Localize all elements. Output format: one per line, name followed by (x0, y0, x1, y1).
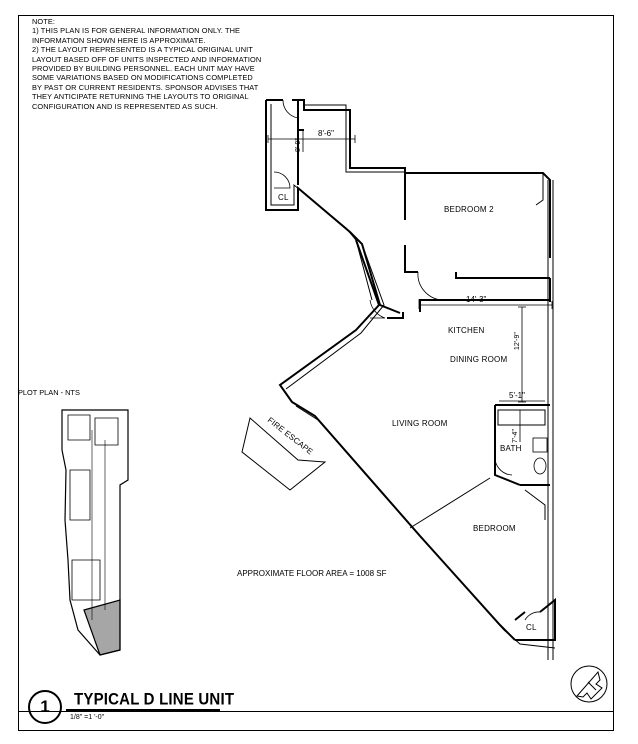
door-bottom-closet (525, 612, 540, 620)
wall-bedroom2 (405, 173, 550, 278)
north-arrow-icon (571, 666, 607, 702)
label-closet-bottom: CL (526, 623, 537, 632)
door-bath (495, 455, 512, 475)
floor-area-label: APPROXIMATE FLOOR AREA = 1008 SF (237, 569, 387, 578)
dimension-line-kitchen-h (518, 307, 526, 402)
toilet (534, 458, 546, 474)
door-top-closet (283, 100, 298, 118)
wall-bedroom-door (525, 490, 545, 520)
dim-bath-width: 5'-1" (509, 391, 525, 400)
dim-kitchen-width: 14'-3" (466, 295, 487, 304)
label-dining-room: DINING ROOM (450, 355, 508, 364)
drawing-title: TYPICAL D LINE UNIT (74, 690, 235, 709)
bathtub (498, 410, 545, 425)
title-block-divider (18, 711, 614, 712)
drawing-scale: 1/8" =1 '-0" (70, 714, 105, 721)
door-closet-cl (274, 172, 290, 188)
plot-plan-title: PLOT PLAN - NTS (18, 388, 80, 397)
wall-bedroom2-corner (536, 173, 543, 205)
label-fire-escape: FIRE ESCAPE (265, 415, 315, 457)
dim-kitchen-height: 12'-9" (514, 332, 521, 350)
dim-top-closet-width: 8'-6" (318, 129, 334, 138)
sink (533, 438, 547, 452)
wall-kitchen (387, 250, 550, 318)
drawing-title-underline (66, 709, 220, 711)
notes-heading: NOTE: (32, 17, 56, 26)
drawing-number-badge: 1 (28, 690, 62, 724)
dim-bath-height: 7'-4" (512, 429, 519, 443)
door-kitchen (418, 272, 445, 300)
wall-north-inner (304, 105, 405, 172)
label-bath: BATH (500, 444, 522, 453)
label-bedroom2: BEDROOM 2 (444, 205, 494, 214)
wall-bedroom-closet (515, 600, 555, 640)
note-item-1: 1) THIS PLAN IS FOR GENERAL INFORMATION ONLY. THE INFORMATION SHOWN HERE IS APPROXIMATE. (32, 26, 241, 45)
label-bedroom: BEDROOM (473, 524, 516, 533)
wall-partition (410, 478, 490, 528)
wall-north (266, 100, 550, 250)
plot-plan-drawing (62, 410, 128, 655)
label-closet-top: CL (278, 193, 289, 202)
dim-top-closet-height: 8'-9" (295, 138, 302, 152)
dimension-line-top-w (268, 135, 355, 143)
note-item-2: 2) THE LAYOUT REPRESENTED IS A TYPICAL ORIGINAL UNIT LAYOUT BASED OFF OF UNITS INSPECTED AND INFORMATION PROVIDED BY BUILDING PERSONNEL. EACH UNIT MAY HAVE SOME VARIATIONS BASED ON MODIFICATIONS COMPLETED BY PAST OR CURRENT RESIDENTS. SPONSOR ADVISES THAT THEY ANTICIPATE RETURNING THE LAYOUTS TO ORIGINAL CONFIGURATION AND IS REPRESENTED AS SUCH. (32, 45, 262, 111)
label-living-room: LIVING ROOM (392, 419, 448, 428)
label-kitchen: KITCHEN (448, 326, 485, 335)
